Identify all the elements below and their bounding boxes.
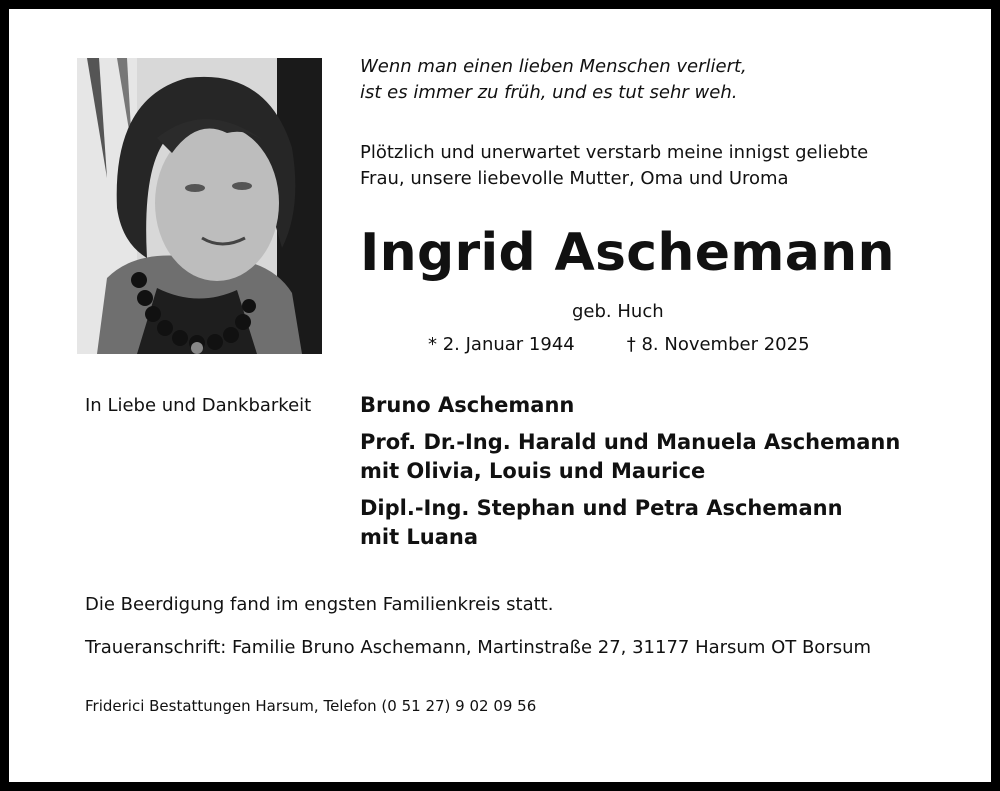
life-dates: [428, 334, 810, 355]
mourners-intro: In Liebe und Dankbarkeit: [85, 395, 312, 416]
deceased-name: Ingrid Aschemann: [360, 223, 895, 283]
portrait-photo: [77, 58, 322, 354]
mourner-group: [360, 494, 900, 552]
mourner-group: [360, 391, 900, 420]
quote-line-2: ist es immer zu früh, und es tut sehr weh.: [360, 82, 738, 103]
quote: [360, 54, 747, 106]
birth-name: geb. Huch: [572, 301, 664, 322]
quote-line-1: Wenn man einen lieben Menschen verliert,: [360, 56, 747, 77]
birth-date: * 2. Januar 1944: [428, 334, 575, 355]
mourner-line: mit Olivia, Louis und Maurice: [360, 459, 706, 483]
undertaker-contact: Friderici Bestattungen Harsum, Telefon (0 51 27) 9 02 09 56: [85, 697, 537, 715]
mourner-line: Prof. Dr.-Ing. Harald und Manuela Aschemann: [360, 430, 901, 454]
portrait-image: [77, 58, 322, 354]
mourner-group: [360, 428, 900, 486]
announcement-line-1: Plötzlich und unerwartet verstarb meine innigst geliebte: [360, 142, 869, 163]
mourner-line: mit Luana: [360, 525, 479, 549]
announcement-line-2: Frau, unsere liebevolle Mutter, Oma und Uroma: [360, 168, 789, 189]
mourner-line: Bruno Aschemann: [360, 393, 575, 417]
mourner-line: Dipl.-Ing. Stephan und Petra Aschemann: [360, 496, 843, 520]
announcement-text: [360, 140, 868, 192]
funeral-note: Die Beerdigung fand im engsten Familienkreis statt.: [85, 594, 554, 615]
death-date: † 8. November 2025: [626, 334, 810, 355]
mourners-list: [360, 391, 900, 560]
mourning-address: Traueranschrift: Familie Bruno Aschemann, Martinstraße 27, 31177 Harsum OT Borsum: [85, 637, 872, 658]
